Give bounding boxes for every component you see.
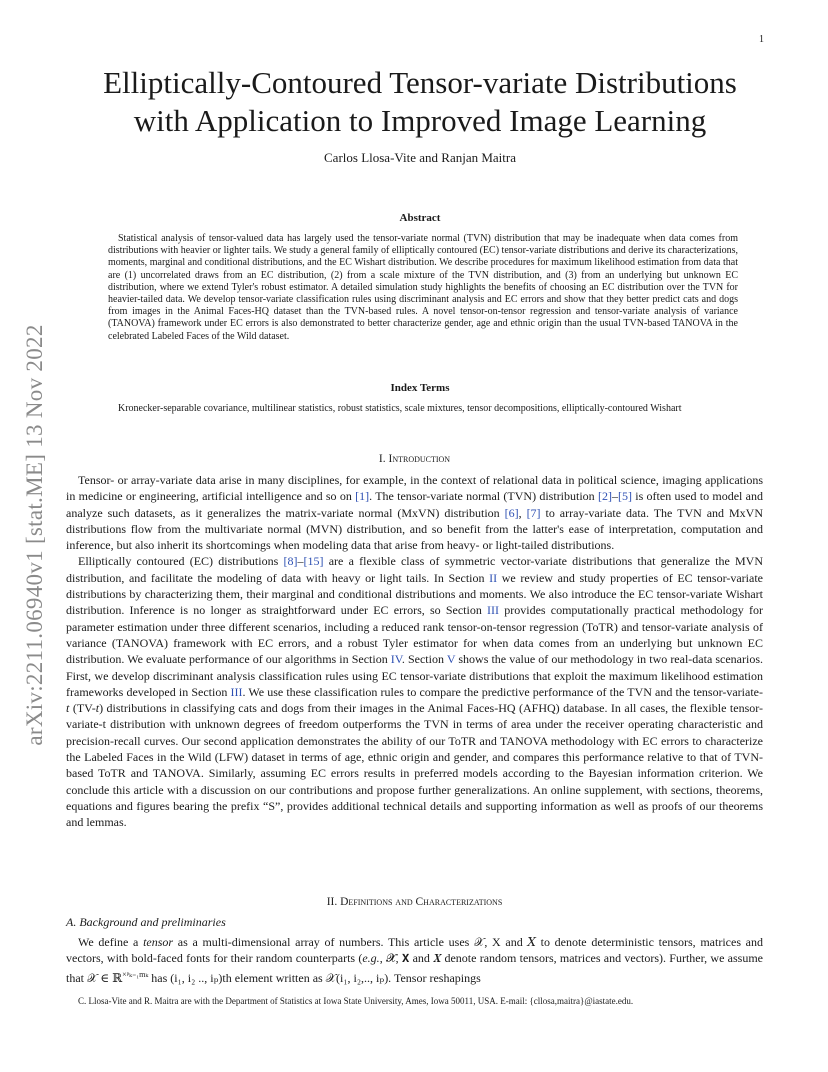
- abstract-heading: Abstract: [399, 212, 441, 224]
- section-ref-link[interactable]: V: [446, 652, 456, 667]
- section-2-heading: [66, 896, 763, 908]
- footnote: C. Llosa-Vite and R. Maitra are with the Department of Statistics at Iowa State University, Ames, Iowa 50011, USA. E-mail: {cllosa,maitra}@iastate.edu.: [78, 996, 634, 1006]
- citation-link[interactable]: [5]: [617, 489, 632, 504]
- section-ref-link[interactable]: III: [230, 684, 243, 699]
- section-2-number: II.: [326, 896, 341, 908]
- paragraph-2: Elliptically contoured (EC) distributions [8]–[15] are a flexible class of symmetric vector-variate distributions that generalize the MVN distribution, and facilitate the modeling of data with heavy or light tails. In Section II we review and study properties of EC tensor-variate distributions by characterizing them, their marginal and conditional distributions and moments. We also introduce the EC tensor-variate Wishart distribution. Inference is no longer as straightforward under EC errors, so Section III provides computationally practical methodology for parameter estimation under three different scenarios, including a reduced rank tensor-on-tensor regression (ToTR) and tensor-variate analysis of variance (TANOVA) framework with EC errors, and a robust Tyler estimator for when data comes from an underlying but unknown EC distribution. We evaluate performance of our algorithms in Section IV. Section V shows the value of our methodology in two real-data scenarios. First, we develop discriminant analysis classification rules using EC tensor-variate distributions that exploit the maximum likelihood estimation frameworks developed in Section III. We use these classification rules to compare the predictive performance of the TVN and the tensor-variate-t (TV-t) distributions in classifying cats and dogs from their images in the Animal Faces-HQ (AFHQ) database. In all cases, the flexible tensor-variate-t distribution with unknown degrees of freedom outperforms the TVN in terms of area under the receiver operating characteristic and precision-recall curves. Our second application demonstrates the ability of our ToTR and TANOVA methodology with EC errors to characterize the Labeled Faces in the Wild (LFW) dataset in terms of age, ethnic origin and gender, and compares this performance relative to that of TVN-based ToTR and TANOVA. Similarly, assuming EC errors results in preferred models according to the Bayesian information criterion. We conclude this article with a discussion on our contributions and propose further generalizations. An online supplement, with sections, theorems, equations and figures bearing the prefix “S”, provides additional technical details and supporting information as well as proofs of our theorems and lemmas.: [66, 554, 764, 830]
- citation-link[interactable]: [6]: [504, 505, 519, 520]
- arxiv-watermark: [10, 265, 60, 805]
- definitions-body: [66, 934, 763, 986]
- section-1-title: Introduction: [388, 453, 451, 465]
- abstract-text: Statistical analysis of tensor-valued data has largely used the tensor-variate normal (TVN) distribution that may be inadequate when data comes from distributions with heavier or lighter tails. We study a general family of elliptically contoured (EC) tensor-variate distributions and derive its characterizations, moments, marginal and conditional distributions, and the EC Wishart distribution. We describe procedures for maximum likelihood estimation from data that are (1) uncorrelated draws from an EC distribution, (2) from a scale mixture of the TVN distribution, and (3) from an underlying but unknown EC distribution, where we extend Tyler's robust estimator. A detailed simulation study highlights the benefits of choosing an EC distribution over the TVN for heavier-tailed data. We develop tensor-variate classification rules using discriminant analysis and EC errors and show that they better predict cats and dogs from images in the Animal Faces-HQ dataset than the TVN-based rules. A novel tensor-on-tensor regression and tensor-variate analysis of variance (TANOVA) framework under EC errors is also demonstrated to better characterize gender, age and ethnic origin than the usual TVN-based TANOVA in the celebrated Labeled Faces of the Wild dataset.: [108, 233, 738, 342]
- paragraph-3: We define a tensor as a multi-dimensional array of numbers. This article uses 𝒳, X and 𝑋 to denote deterministic tensors, matrices and vectors, with bold-faced fonts for their random counterparts (e.g., 𝓧, 𝗫 and 𝑿 denote random tensors, matrices and vectors). Further, we assume that 𝒳 ∈ ℝ$^{\times ᵖ_{k=1}m_k}$ has (i₁, i₂ .., iₚ)th element written as 𝒳(i₁, i₂,.., iₚ). Tensor reshapings: [66, 935, 763, 985]
- title-line-2: with Application to Improved Image Learning: [133, 103, 707, 138]
- section-ref-link[interactable]: II: [489, 570, 498, 585]
- page-number: 1: [759, 34, 764, 45]
- arxiv-id: arXiv:2211.06940v1 [stat.ME] 13 Nov 2022: [22, 324, 47, 746]
- citation-link[interactable]: [8]: [283, 554, 298, 569]
- authors: Carlos Llosa-Vite and Ranjan Maitra: [324, 150, 516, 165]
- citation-link[interactable]: [1]: [355, 489, 370, 504]
- citation-link[interactable]: [2]: [597, 489, 612, 504]
- subsection-a-heading: A. Background and preliminaries: [66, 915, 226, 929]
- section-2-title: Definitions and Characterizations: [340, 896, 503, 908]
- section-ref-link[interactable]: IV: [390, 652, 402, 667]
- introduction-body: [66, 472, 763, 831]
- paragraph-1: Tensor- or array-variate data arise in many disciplines, for example, in the context of relational data in political science, imaging applications in medicine or engineering, artificial intelligence and so on [1]. The tensor-variate normal (TVN) distribution [2]–[5] is often used to model and analyze such datasets, as it generalizes the matrix-variate normal (MxVN) distribution [6], [7] to array-variate data. The TVN and MxVN distributions flow from the multivariate normal (MVN) distribution, and so benefit from the latter's ease of interpretation, computation and inference, but also inherit its shortcomings when modeling data that arise from heavy- or light-tailed distributions.: [66, 473, 763, 553]
- paper-title: [70, 64, 770, 140]
- section-1-heading: [66, 453, 763, 465]
- citation-link[interactable]: [15]: [303, 554, 324, 569]
- section-ref-link[interactable]: III: [487, 603, 500, 618]
- index-terms-text: Kronecker-separable covariance, multilinear statistics, robust statistics, scale mixtures, tensor decompositions, elliptically-contoured Wishart: [118, 403, 682, 414]
- section-1-number: I.: [378, 453, 389, 465]
- index-terms-heading: Index Terms: [390, 382, 450, 394]
- citation-link[interactable]: [7]: [526, 505, 541, 520]
- title-line-1: Elliptically-Contoured Tensor-variate Distributions: [103, 65, 737, 100]
